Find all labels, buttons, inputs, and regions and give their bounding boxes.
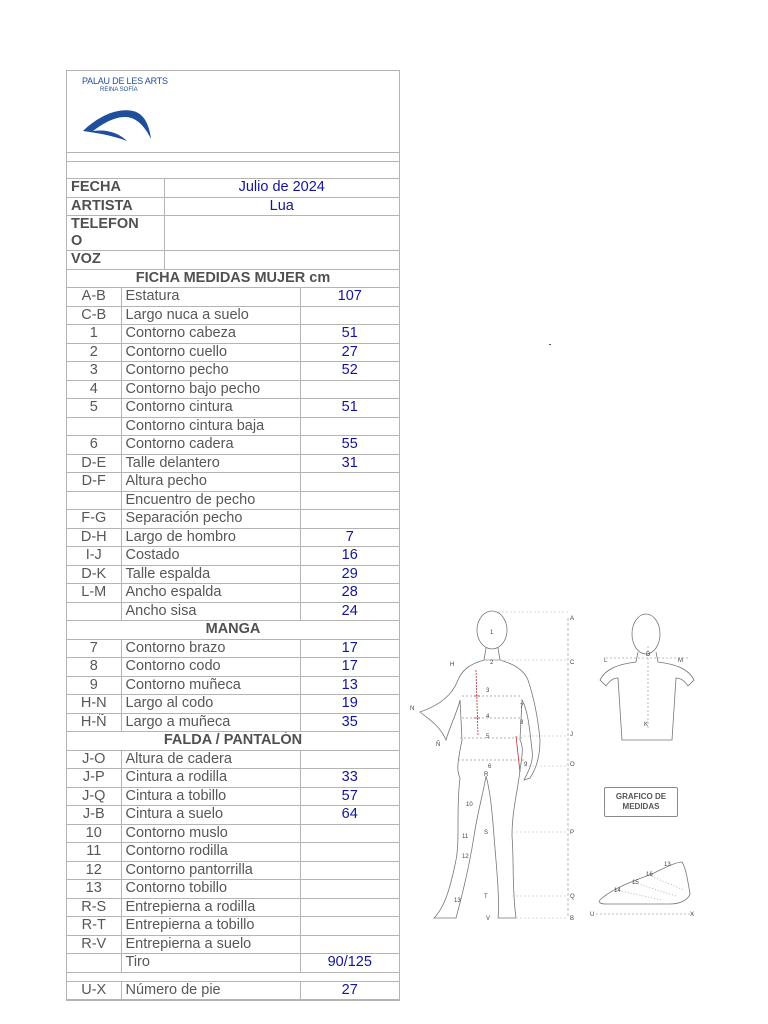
measure-row bbox=[67, 750, 399, 769]
measure-row bbox=[67, 713, 399, 732]
measure-label: Entrepierna a tobillo bbox=[121, 917, 300, 936]
svg-text:14: 14 bbox=[614, 888, 621, 894]
measure-label: Entrepierna a rodilla bbox=[121, 898, 300, 917]
measure-row bbox=[67, 343, 399, 362]
measure-code: H-N bbox=[67, 695, 121, 714]
measure-label: Ancho espalda bbox=[121, 584, 300, 603]
measure-value bbox=[300, 898, 399, 917]
logo-line1: PALAU DE LES ARTS bbox=[82, 76, 168, 86]
measure-row bbox=[67, 547, 399, 566]
measure-row bbox=[67, 584, 399, 603]
measure-code bbox=[67, 954, 121, 973]
measure-code: I-J bbox=[67, 547, 121, 566]
measure-value: 57 bbox=[300, 787, 399, 806]
measure-value: 33 bbox=[300, 769, 399, 788]
measure-label: Largo al codo bbox=[121, 695, 300, 714]
measure-code: U-X bbox=[67, 981, 121, 1000]
measure-label: Tiro bbox=[121, 954, 300, 973]
header-label: TELEFON O bbox=[67, 216, 164, 251]
measure-code: J-B bbox=[67, 806, 121, 825]
measure-value bbox=[300, 935, 399, 954]
measure-code: 10 bbox=[67, 824, 121, 843]
measure-value: 52 bbox=[300, 362, 399, 381]
header-row bbox=[67, 197, 399, 216]
measure-value bbox=[300, 380, 399, 399]
measure-value bbox=[300, 824, 399, 843]
measure-value: 55 bbox=[300, 436, 399, 455]
svg-text:J: J bbox=[570, 732, 573, 738]
measure-value: 35 bbox=[300, 713, 399, 732]
svg-text:7: 7 bbox=[520, 704, 524, 710]
measure-row bbox=[67, 787, 399, 806]
measure-value bbox=[300, 510, 399, 529]
svg-text:1: 1 bbox=[490, 630, 494, 636]
svg-text:L: L bbox=[604, 658, 608, 664]
measure-row bbox=[67, 380, 399, 399]
measure-label: Entrepierna a suelo bbox=[121, 935, 300, 954]
measure-row bbox=[67, 639, 399, 658]
section-header-row bbox=[67, 621, 399, 640]
measure-label: Ancho sisa bbox=[121, 602, 300, 621]
measure-code: 8 bbox=[67, 658, 121, 677]
measure-label: Contorno rodilla bbox=[121, 843, 300, 862]
measure-code: 4 bbox=[67, 380, 121, 399]
svg-text:9: 9 bbox=[524, 762, 528, 768]
measure-value: 107 bbox=[300, 288, 399, 307]
svg-text:4: 4 bbox=[486, 714, 490, 720]
measure-value: 27 bbox=[300, 343, 399, 362]
measure-label: Estatura bbox=[121, 288, 300, 307]
svg-text:Q: Q bbox=[570, 894, 575, 900]
measure-code: R-T bbox=[67, 917, 121, 936]
spacer-row bbox=[67, 162, 399, 179]
measure-row bbox=[67, 676, 399, 695]
svg-text:R: R bbox=[484, 772, 489, 778]
measure-code: R-S bbox=[67, 898, 121, 917]
measure-row bbox=[67, 695, 399, 714]
measure-value bbox=[300, 861, 399, 880]
measure-label: Contorno cintura bbox=[121, 399, 300, 418]
measure-row bbox=[67, 436, 399, 455]
measure-row bbox=[67, 491, 399, 510]
svg-text:X: X bbox=[690, 912, 695, 918]
measure-value bbox=[300, 473, 399, 492]
measure-label: Contorno bajo pecho bbox=[121, 380, 300, 399]
svg-text:U: U bbox=[590, 912, 595, 918]
measure-value: 31 bbox=[300, 454, 399, 473]
header-row bbox=[67, 216, 399, 251]
logo-cell bbox=[67, 71, 399, 153]
svg-text:S: S bbox=[484, 830, 489, 836]
measure-code: 13 bbox=[67, 880, 121, 899]
measurement-sheet bbox=[66, 70, 400, 1001]
measure-label: Cintura a suelo bbox=[121, 806, 300, 825]
measure-code: J-P bbox=[67, 769, 121, 788]
measure-code: 11 bbox=[67, 843, 121, 862]
measurements-table bbox=[67, 270, 399, 1001]
measure-value bbox=[300, 917, 399, 936]
measure-label: Largo a muñeca bbox=[121, 713, 300, 732]
measure-code: D-E bbox=[67, 454, 121, 473]
measure-code: 3 bbox=[67, 362, 121, 381]
svg-text:A: A bbox=[570, 616, 575, 622]
legend-line2: MEDIDAS bbox=[622, 802, 660, 811]
header-row bbox=[67, 251, 399, 270]
measure-code: J-O bbox=[67, 750, 121, 769]
measure-row bbox=[67, 861, 399, 880]
measure-value: 17 bbox=[300, 658, 399, 677]
measure-code: R-V bbox=[67, 935, 121, 954]
measure-value: 16 bbox=[300, 547, 399, 566]
measure-row bbox=[67, 528, 399, 547]
svg-text:N: N bbox=[410, 706, 415, 712]
section-header-row bbox=[67, 270, 399, 288]
svg-text:8: 8 bbox=[520, 720, 524, 726]
measure-row bbox=[67, 806, 399, 825]
measure-label: Contorno cuello bbox=[121, 343, 300, 362]
measure-code: D-K bbox=[67, 565, 121, 584]
stray-dot bbox=[549, 344, 551, 345]
svg-text:O: O bbox=[570, 762, 575, 768]
measure-label: Contorno cintura baja bbox=[121, 417, 300, 436]
measure-row bbox=[67, 510, 399, 529]
header-row bbox=[67, 179, 399, 197]
measure-label: Altura pecho bbox=[121, 473, 300, 492]
measure-label: Altura de cadera bbox=[121, 750, 300, 769]
measure-label: Contorno cabeza bbox=[121, 325, 300, 344]
measure-code: 12 bbox=[67, 861, 121, 880]
measure-value: 28 bbox=[300, 584, 399, 603]
measure-row bbox=[67, 565, 399, 584]
header-label: VOZ bbox=[67, 251, 164, 270]
measure-row bbox=[67, 306, 399, 325]
svg-text:B: B bbox=[570, 916, 575, 922]
section-header-row bbox=[67, 732, 399, 751]
measure-label: Contorno codo bbox=[121, 658, 300, 677]
measure-value: 90/125 bbox=[300, 954, 399, 973]
svg-text:10: 10 bbox=[466, 802, 473, 808]
svg-text:Ñ: Ñ bbox=[436, 742, 441, 748]
measure-label: Contorno pecho bbox=[121, 362, 300, 381]
measurement-diagram bbox=[400, 600, 710, 930]
measure-code: 9 bbox=[67, 676, 121, 695]
svg-text:15: 15 bbox=[632, 880, 639, 886]
measure-value: 64 bbox=[300, 806, 399, 825]
svg-text:H: H bbox=[450, 662, 455, 668]
measure-row bbox=[67, 417, 399, 436]
measure-value: 17 bbox=[300, 639, 399, 658]
front-figure-icon bbox=[420, 611, 568, 918]
palau-logo-icon bbox=[81, 101, 153, 143]
measure-row bbox=[67, 981, 399, 1000]
measure-value: 29 bbox=[300, 565, 399, 584]
spacer-cell bbox=[67, 972, 399, 981]
measure-value: 51 bbox=[300, 325, 399, 344]
measure-label: Talle delantero bbox=[121, 454, 300, 473]
measure-row bbox=[67, 325, 399, 344]
measure-row bbox=[67, 769, 399, 788]
svg-text:T: T bbox=[484, 894, 488, 900]
measure-value: 24 bbox=[300, 602, 399, 621]
measure-code: 5 bbox=[67, 399, 121, 418]
header-value bbox=[164, 216, 399, 251]
section-title: FALDA / PANTALÓN bbox=[67, 732, 399, 751]
measure-value bbox=[300, 491, 399, 510]
measure-row bbox=[67, 843, 399, 862]
measure-row bbox=[67, 954, 399, 973]
measure-label: Contorno muñeca bbox=[121, 676, 300, 695]
measure-row bbox=[67, 880, 399, 899]
measure-code: 1 bbox=[67, 325, 121, 344]
svg-text:C: C bbox=[570, 660, 575, 666]
measure-code: F-G bbox=[67, 510, 121, 529]
svg-text:5: 5 bbox=[486, 734, 490, 740]
measure-row bbox=[67, 362, 399, 381]
measure-code bbox=[67, 417, 121, 436]
measure-label: Talle espalda bbox=[121, 565, 300, 584]
measure-label: Contorno cadera bbox=[121, 436, 300, 455]
measure-row bbox=[67, 454, 399, 473]
measure-code: C-B bbox=[67, 306, 121, 325]
measure-label: Cintura a rodilla bbox=[121, 769, 300, 788]
svg-text:6: 6 bbox=[488, 764, 492, 770]
measure-value bbox=[300, 417, 399, 436]
measure-row bbox=[67, 602, 399, 621]
measure-row bbox=[67, 658, 399, 677]
measure-code bbox=[67, 491, 121, 510]
measure-label: Costado bbox=[121, 547, 300, 566]
measure-row bbox=[67, 898, 399, 917]
measure-row bbox=[67, 917, 399, 936]
measure-row bbox=[67, 473, 399, 492]
measure-code: D-F bbox=[67, 473, 121, 492]
measure-label: Contorno tobillo bbox=[121, 880, 300, 899]
measure-code: 2 bbox=[67, 343, 121, 362]
measure-row bbox=[67, 824, 399, 843]
measure-label: Separación pecho bbox=[121, 510, 300, 529]
measure-value: 27 bbox=[300, 981, 399, 1000]
measure-code: D-H bbox=[67, 528, 121, 547]
measure-value bbox=[300, 880, 399, 899]
svg-text:V: V bbox=[486, 916, 491, 922]
header-value bbox=[164, 251, 399, 270]
measure-row bbox=[67, 399, 399, 418]
measure-code: 6 bbox=[67, 436, 121, 455]
svg-text:13: 13 bbox=[664, 862, 671, 868]
measure-code: J-Q bbox=[67, 787, 121, 806]
measure-value: 51 bbox=[300, 399, 399, 418]
diagram-legend bbox=[604, 787, 678, 817]
svg-text:2: 2 bbox=[490, 660, 494, 666]
svg-text:13: 13 bbox=[454, 898, 461, 904]
svg-text:12: 12 bbox=[462, 854, 469, 860]
measure-row bbox=[67, 288, 399, 307]
measure-code: 7 bbox=[67, 639, 121, 658]
section-title: MANGA bbox=[67, 621, 399, 640]
measure-label: Contorno pantorrilla bbox=[121, 861, 300, 880]
measure-label: Largo de hombro bbox=[121, 528, 300, 547]
header-value: Lua bbox=[164, 197, 399, 216]
spacer-row bbox=[67, 153, 399, 162]
measure-label: Encuentro de pecho bbox=[121, 491, 300, 510]
header-label: FECHA bbox=[67, 179, 164, 197]
measure-value bbox=[300, 750, 399, 769]
spacer-row bbox=[67, 972, 399, 981]
section-title: FICHA MEDIDAS MUJER cm bbox=[67, 270, 399, 288]
header-table bbox=[67, 179, 399, 270]
svg-text:M: M bbox=[678, 658, 683, 664]
measure-label: Número de pie bbox=[121, 981, 300, 1000]
svg-text:K: K bbox=[644, 722, 649, 728]
measure-code: H-Ñ bbox=[67, 713, 121, 732]
svg-text:3: 3 bbox=[486, 688, 490, 694]
svg-text:P: P bbox=[570, 830, 575, 836]
measure-label: Contorno brazo bbox=[121, 639, 300, 658]
logo-line2: REINA SOFÍA bbox=[100, 87, 138, 93]
measure-value bbox=[300, 306, 399, 325]
measure-value: 19 bbox=[300, 695, 399, 714]
svg-text:16: 16 bbox=[646, 872, 653, 878]
header-label: ARTISTA bbox=[67, 197, 164, 216]
svg-text:11: 11 bbox=[462, 834, 469, 840]
measure-label: Cintura a tobillo bbox=[121, 787, 300, 806]
foot-icon bbox=[596, 862, 696, 914]
measure-code: L-M bbox=[67, 584, 121, 603]
measure-label: Contorno muslo bbox=[121, 824, 300, 843]
header-value: Julio de 2024 bbox=[164, 179, 399, 197]
measure-code bbox=[67, 602, 121, 621]
measure-row bbox=[67, 935, 399, 954]
measure-value: 13 bbox=[300, 676, 399, 695]
svg-text:D: D bbox=[646, 652, 651, 658]
measure-code: A-B bbox=[67, 288, 121, 307]
measure-label: Largo nuca a suelo bbox=[121, 306, 300, 325]
legend-line1: GRAFICO DE bbox=[615, 792, 667, 801]
measure-value: 7 bbox=[300, 528, 399, 547]
measure-value bbox=[300, 843, 399, 862]
